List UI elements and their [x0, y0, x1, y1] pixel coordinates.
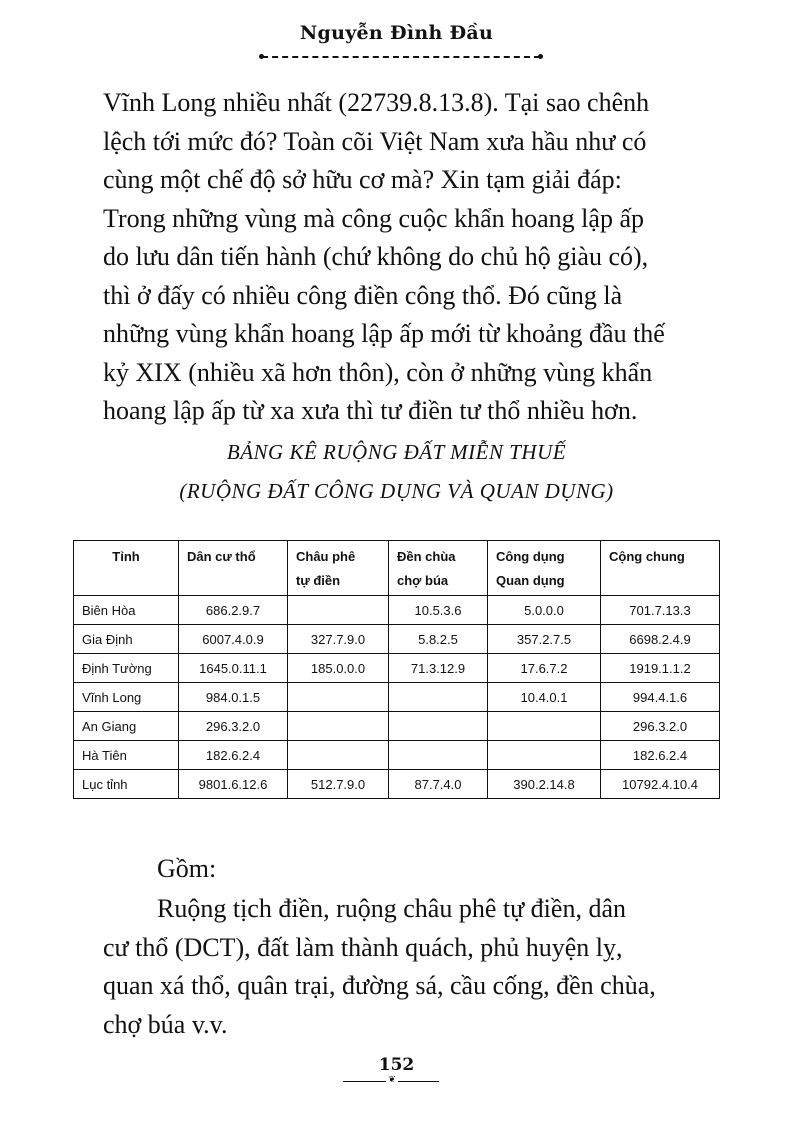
paragraph-line: Trong những vùng mà công cuộc khẩn hoang lập ấp [103, 203, 644, 233]
paragraph-line: lệch tới mức đó? Toàn cõi Việt Nam xưa hầu như có [103, 126, 647, 156]
table-cell-value: 390.2.14.8 [488, 770, 601, 799]
table-cell-value: 701.7.13.3 [601, 596, 720, 625]
table-row [74, 770, 720, 799]
table-cell-value: 10.4.0.1 [488, 683, 601, 712]
footer-ornament-icon: ❦ [386, 1075, 398, 1085]
paragraph-intro [103, 84, 693, 431]
running-header-author: Nguyễn Đình Đầu [299, 22, 494, 44]
paragraph-line: do lưu dân tiến hành (chứ không do chủ hộ giàu có), [103, 242, 649, 271]
table-cell-value [389, 712, 488, 741]
column-header-province: Tỉnh [74, 541, 179, 596]
table-cell-value: 10792.4.10.4 [601, 770, 720, 799]
paragraph-includes [103, 890, 693, 1044]
table-cell-value: 296.3.2.0 [179, 712, 288, 741]
paragraph-line: chợ búa v.v. [103, 1009, 228, 1039]
table-cell-province: Hà Tiên [74, 741, 179, 770]
table-cell-value [389, 741, 488, 770]
table-cell-value: 6698.2.4.9 [601, 625, 720, 654]
column-header-total: Cộng chung [601, 541, 720, 596]
table-cell-value: 6007.4.0.9 [179, 625, 288, 654]
paragraph-line: những vùng khẩn hoang lập ấp mới từ khoảng đầu thế [103, 319, 665, 348]
paragraph-line: cư thổ (DCT), đất làm thành quách, phủ huyện lỵ, [103, 932, 623, 962]
column-header-chau-phe: Châu phê tự điền [288, 541, 389, 596]
land-table [73, 540, 720, 799]
table-cell-value: 686.2.9.7 [179, 596, 288, 625]
table-cell-value: 994.4.1.6 [601, 683, 720, 712]
table-cell-value [288, 741, 389, 770]
column-header-residential: Dân cư thổ [179, 541, 288, 596]
table-cell-province: Gia Định [74, 625, 179, 654]
paragraph-line: kỷ XIX (nhiều xã hơn thôn), còn ở những vùng khẩn [103, 357, 653, 387]
table-title: BẢNG KÊ RUỘNG ĐẤT MIỄN THUẾ [226, 440, 567, 464]
table-header-row [74, 541, 720, 596]
table-cell-value: 9801.6.12.6 [179, 770, 288, 799]
table-cell-value: 17.6.7.2 [488, 654, 601, 683]
table-cell-value: 296.3.2.0 [601, 712, 720, 741]
table-cell-value [389, 683, 488, 712]
gom-label: Gồm: [157, 854, 217, 883]
table-cell-value [488, 741, 601, 770]
paragraph-line: Vĩnh Long nhiều nhất (22739.8.13.8). Tại sao chênh [103, 88, 650, 117]
table-row [74, 741, 720, 770]
paragraph-line: thì ở đấy có nhiều công điền công thổ. Đó cũng là [103, 280, 623, 310]
table-cell-value: 512.7.9.0 [288, 770, 389, 799]
table-cell-value: 87.7.4.0 [389, 770, 488, 799]
table-cell-province: Biên Hòa [74, 596, 179, 625]
table-cell-province: Lục tỉnh [74, 770, 179, 799]
table-cell-value: 71.3.12.9 [389, 654, 488, 683]
paragraph-line: Ruộng tịch điền, ruộng châu phê tự điền, dân [157, 894, 626, 923]
column-header-temples-markets: Đền chùa chợ búa [389, 541, 488, 596]
table-row [74, 712, 720, 741]
table-cell-value: 185.0.0.0 [288, 654, 389, 683]
table-cell-value: 984.0.1.5 [179, 683, 288, 712]
table-cell-value: 182.6.2.4 [601, 741, 720, 770]
page-number: 152 [378, 1055, 415, 1075]
table-row [74, 596, 720, 625]
paragraph-line: hoang lập ấp từ xa xưa thì tư điền tư thổ nhiều hơn. [103, 396, 638, 425]
table-cell-value: 5.0.0.0 [488, 596, 601, 625]
paragraph-line: cùng một chế độ sở hữu cơ mà? Xin tạm giải đáp: [103, 165, 622, 194]
table-cell-value: 5.8.2.5 [389, 625, 488, 654]
table-cell-value: 182.6.2.4 [179, 741, 288, 770]
header-divider [262, 56, 540, 58]
table-cell-province: An Giang [74, 712, 179, 741]
table-cell-value: 1919.1.1.2 [601, 654, 720, 683]
table-cell-province: Vĩnh Long [74, 683, 179, 712]
table-cell-value [288, 712, 389, 741]
table-cell-value: 327.7.9.0 [288, 625, 389, 654]
table-row [74, 654, 720, 683]
table-cell-value [288, 596, 389, 625]
paragraph-line: quan xá thổ, quân trại, đường sá, cầu cống, đền chùa, [103, 971, 656, 1000]
table-row [74, 683, 720, 712]
table-subtitle: (RUỘNG ĐẤT CÔNG DỤNG VÀ QUAN DỤNG) [179, 479, 614, 503]
table-row [74, 625, 720, 654]
table-body [74, 596, 720, 799]
table-cell-value [288, 683, 389, 712]
column-header-public-official: Công dụng Quan dụng [488, 541, 601, 596]
table-cell-province: Định Tường [74, 654, 179, 683]
table-cell-value: 357.2.7.5 [488, 625, 601, 654]
table-cell-value: 10.5.3.6 [389, 596, 488, 625]
table-cell-value: 1645.0.11.1 [179, 654, 288, 683]
table-cell-value [488, 712, 601, 741]
